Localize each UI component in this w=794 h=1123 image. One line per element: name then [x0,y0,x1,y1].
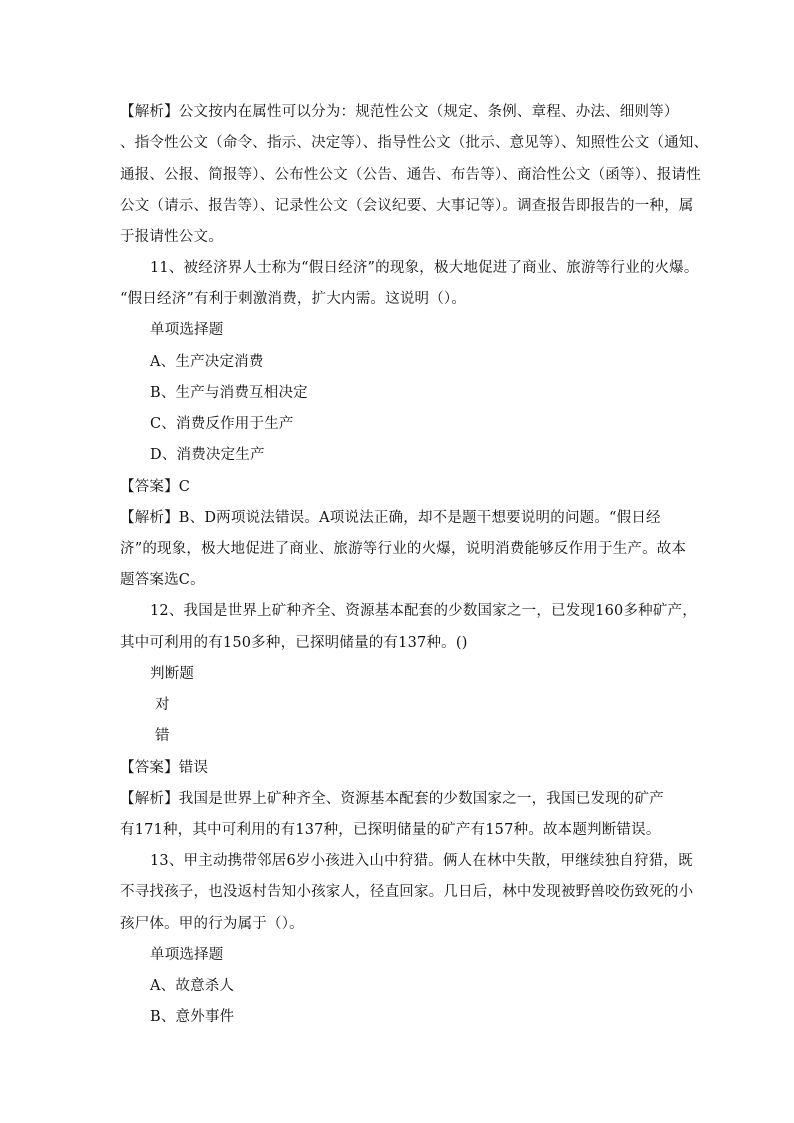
answer: 【答案】错误 [120,760,209,776]
option-b: B、生产与消费互相决定 [150,385,308,401]
option-b: B、意外事件 [150,1009,235,1025]
explanation-line: 通报、公报、简报等）、公布性公文（公告、通告、布告等）、商洽性公文（函等）、报请性 [120,167,701,183]
question-type: 单项选择题 [150,322,224,338]
explanation-line: 【解析】我国是世界上矿种齐全、资源基本配套的少数国家之一，我国已发现的矿产 [120,791,664,807]
explanation-line: 【解析】B、D两项说法错误。A项说法正确，却不是题干想要说明的问题。“假日经 [120,510,661,526]
option-c: C、消费反作用于生产 [150,416,294,432]
explanation-line: 公文（请示、报告等）、记录性公文（会议纪要、大事记等）。调查报告即报告的一种，属 [120,198,694,214]
question-stem: 12、我国是世界上矿种齐全、资源基本配套的少数国家之一，已发现160多种矿产， [150,603,697,619]
question-stem: “假日经济”有利于刺激消费，扩大内需。这说明（）。 [120,291,467,307]
question-stem: 11、被经济界人士称为“假日经济”的现象，极大地促进了商业、旅游等行业的火爆。 [150,260,699,276]
explanation-line: 于报请性公文。 [120,229,223,245]
explanation-line: 济”的现象，极大地促进了商业、旅游等行业的火爆，说明消费能够反作用于生产。故本 [120,541,687,557]
explanation-line: 【解析】公文按内在属性可以分为：规范性公文（规定、条例、章程、办法、细则等） [120,104,679,120]
option-true: 对 [155,697,170,713]
option-d: D、消费决定生产 [150,447,265,463]
explanation-line: 、指令性公文（命令、指示、决定等）、指导性公文（批示、意见等）、知照性公文（通知、 [120,135,709,151]
option-a: A、故意杀人 [150,978,235,994]
question-type: 单项选择题 [150,947,224,963]
question-type: 判断题 [150,666,195,682]
question-stem: 不寻找孩子，也没返村告知小孩家人，径直回家。几日后，林中发现被野兽咬伤致死的小 [120,884,694,900]
answer: 【答案】C [120,479,191,495]
explanation-line: 有171种，其中可利用的有137种，已探明储量的矿产有157种。故本题判断错误。 [120,822,661,838]
question-stem: 13、甲主动携带邻居6岁小孩进入山中狩猎。俩人在林中失散，甲继续独自狩猎，既 [150,853,693,869]
option-false: 错 [155,728,170,744]
explanation-line: 题答案选C。 [120,572,205,588]
option-a: A、生产决定消费 [150,354,264,370]
question-stem: 孩尸体。甲的行为属于（）。 [120,916,304,932]
question-stem: 其中可利用的有150多种，已探明储量的有137种。() [120,635,468,651]
